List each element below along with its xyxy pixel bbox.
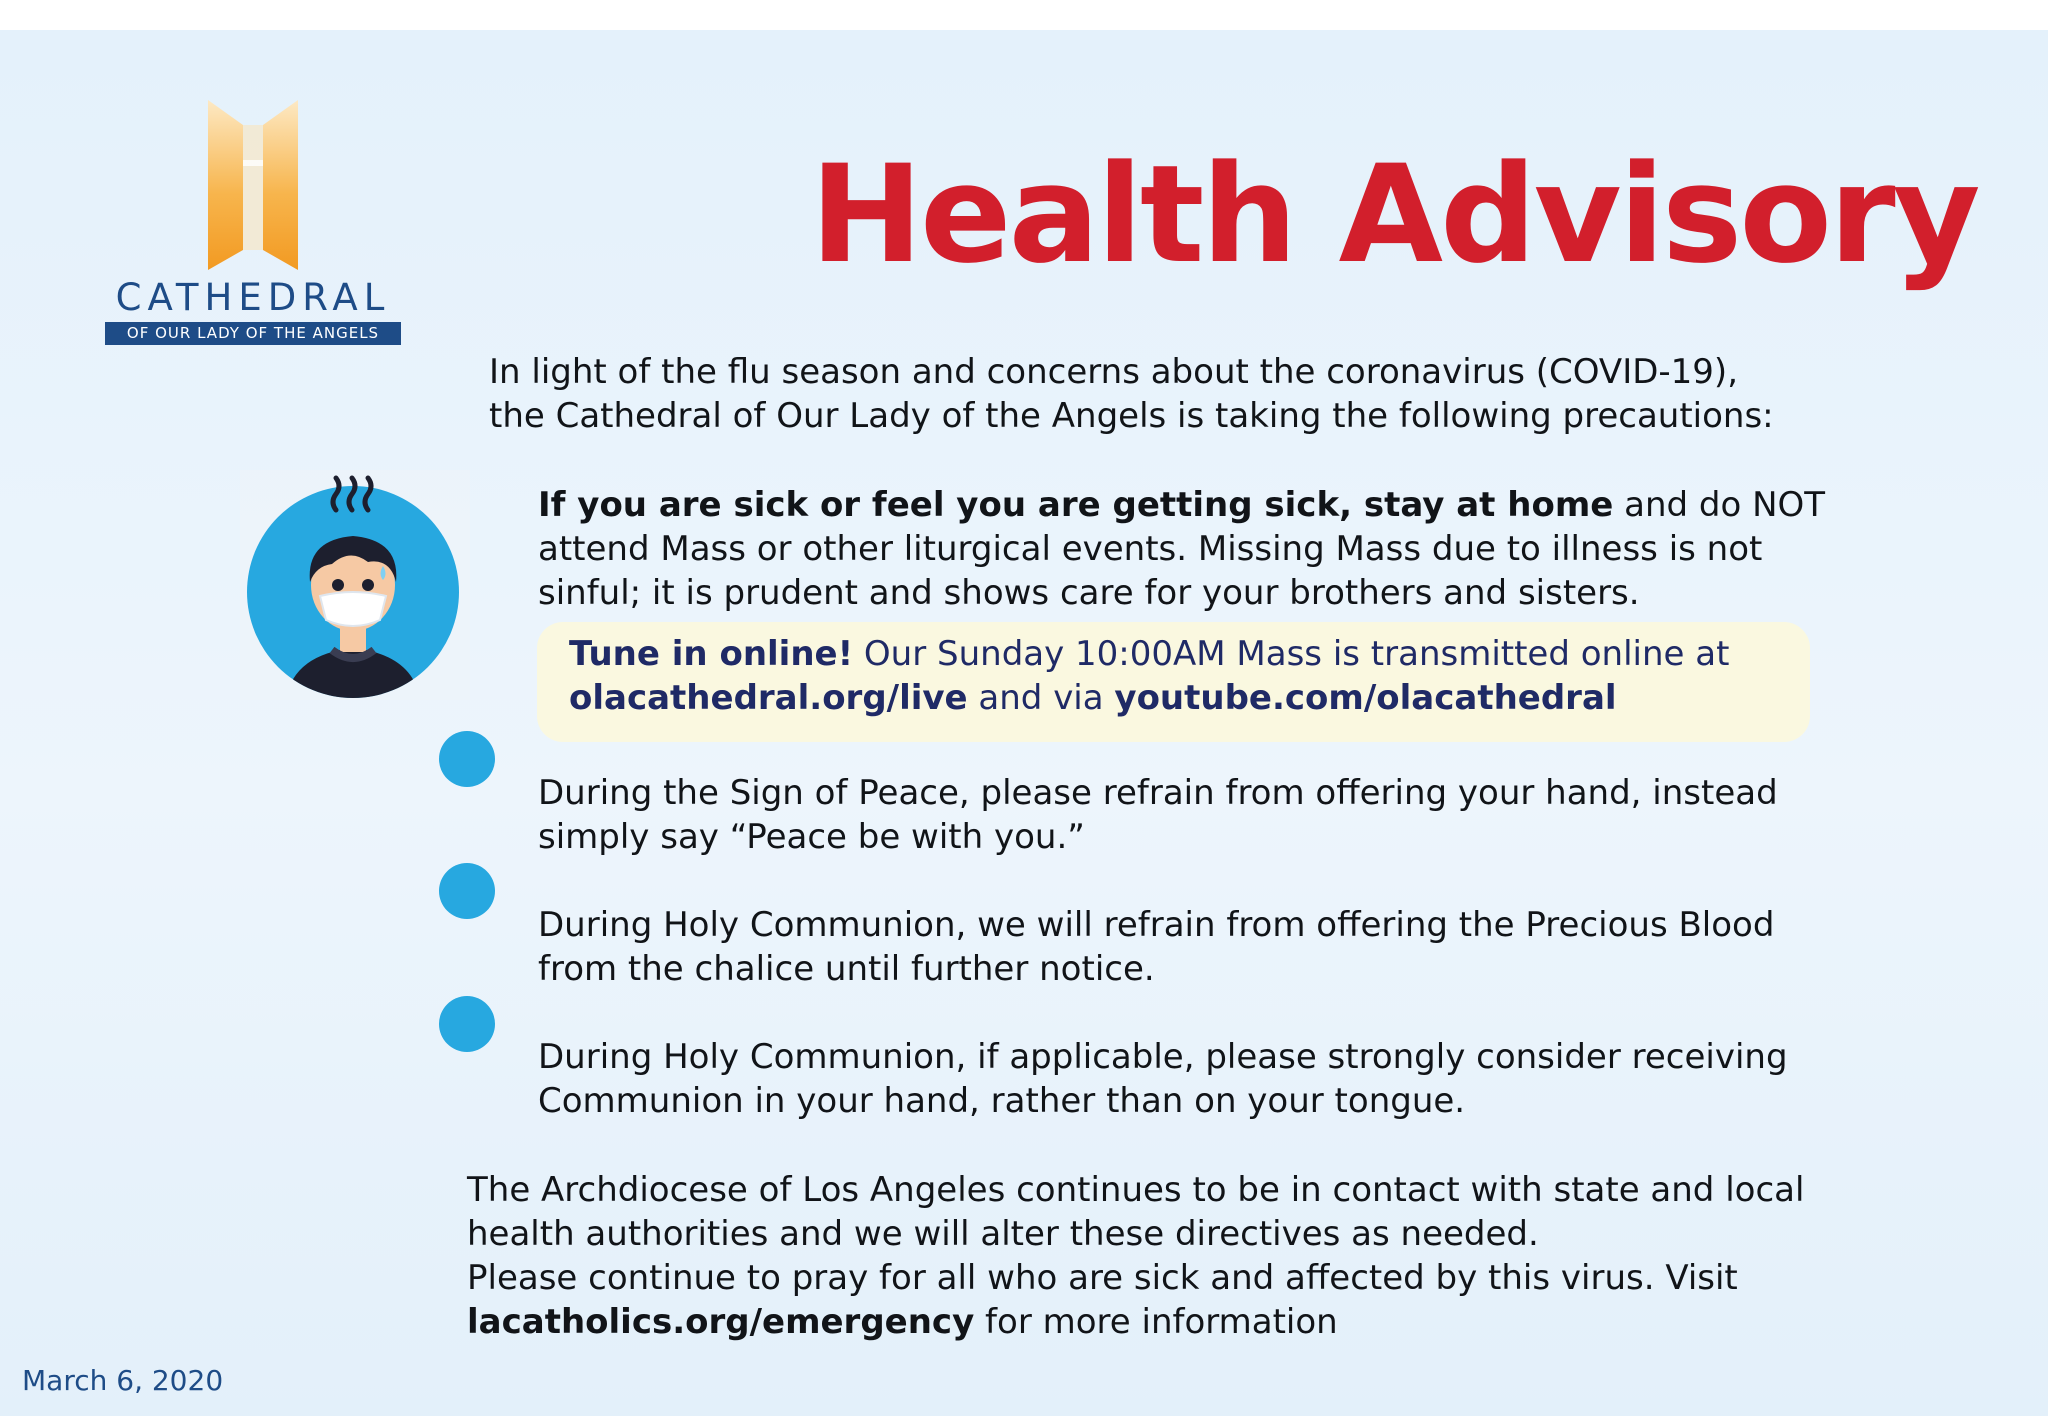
precaution-sign-of-peace [538, 771, 1778, 859]
emergency-link[interactable]: lacatholics.org/emergency [467, 1302, 975, 1342]
item-4-line-2: Communion in your hand, rather than on your tongue. [538, 1081, 1466, 1121]
closing-paragraph [467, 1168, 1804, 1344]
callout-text-2: and via [967, 678, 1115, 718]
item-1-bold: If you are sick or feel you are getting sick, stay at home [538, 485, 1614, 525]
item-1-line-1 [538, 483, 1825, 527]
intro-line-1: In light of the flu season and concerns about the coronavirus (COVID-19), [489, 352, 1739, 392]
sick-person-mask-icon [240, 470, 470, 700]
logo-subtitle: OF OUR LADY OF THE ANGELS [105, 322, 401, 345]
intro-line-2: the Cathedral of Our Lady of the Angels is taking the following precautions: [489, 396, 1774, 436]
footer-line-4 [467, 1300, 1804, 1344]
page-title: Health Advisory [810, 136, 1978, 293]
callout-link-live[interactable]: olacathedral.org/live [569, 678, 968, 718]
footer-line-4-rest: for more information [974, 1302, 1338, 1342]
footer-line-1: The Archdiocese of Los Angeles continues to be in contact with state and local [467, 1170, 1805, 1210]
online-mass-callout [537, 622, 1810, 742]
advisory-poster [0, 30, 2048, 1416]
item-1-line-3: sinful; it is prudent and shows care for your brothers and sisters. [538, 573, 1640, 613]
footer-line-3: Please continue to pray for all who are sick and affected by this virus. Visit [467, 1258, 1738, 1298]
cathedral-cross-logo-icon [203, 100, 303, 270]
blue-dot-bullet-icon [439, 996, 495, 1052]
cathedral-logo [103, 100, 403, 380]
precaution-communion-hand [538, 1035, 1788, 1123]
blue-dot-bullet-icon [439, 731, 495, 787]
callout-line-1 [569, 632, 1810, 676]
item-3-line-1: During Holy Communion, we will refrain from offering the Precious Blood [538, 905, 1775, 945]
callout-line-2 [569, 676, 1810, 720]
precaution-precious-blood [538, 903, 1774, 991]
intro-paragraph [489, 350, 1774, 438]
item-1-line-1-rest: and do NOT [1613, 485, 1826, 525]
item-1-line-2: attend Mass or other liturgical events. Missing Mass due to illness is not [538, 529, 1763, 569]
callout-bold: Tune in online! [569, 634, 854, 674]
footer-line-2: health authorities and we will alter these directives as needed. [467, 1214, 1539, 1254]
callout-link-youtube[interactable]: youtube.com/olacathedral [1114, 678, 1617, 718]
advisory-date: March 6, 2020 [22, 1364, 224, 1397]
blue-dot-bullet-icon [439, 863, 495, 919]
logo-name: CATHEDRAL [115, 276, 391, 319]
precaution-stay-home [538, 483, 1825, 615]
item-2-line-1: During the Sign of Peace, please refrain from offering your hand, instead [538, 773, 1778, 813]
callout-text-1: Our Sunday 10:00AM Mass is transmitted online at [853, 634, 1730, 674]
item-2-line-2: simply say “Peace be with you.” [538, 817, 1085, 857]
item-3-line-2: from the chalice until further notice. [538, 949, 1155, 989]
item-4-line-1: During Holy Communion, if applicable, please strongly consider receiving [538, 1037, 1788, 1077]
